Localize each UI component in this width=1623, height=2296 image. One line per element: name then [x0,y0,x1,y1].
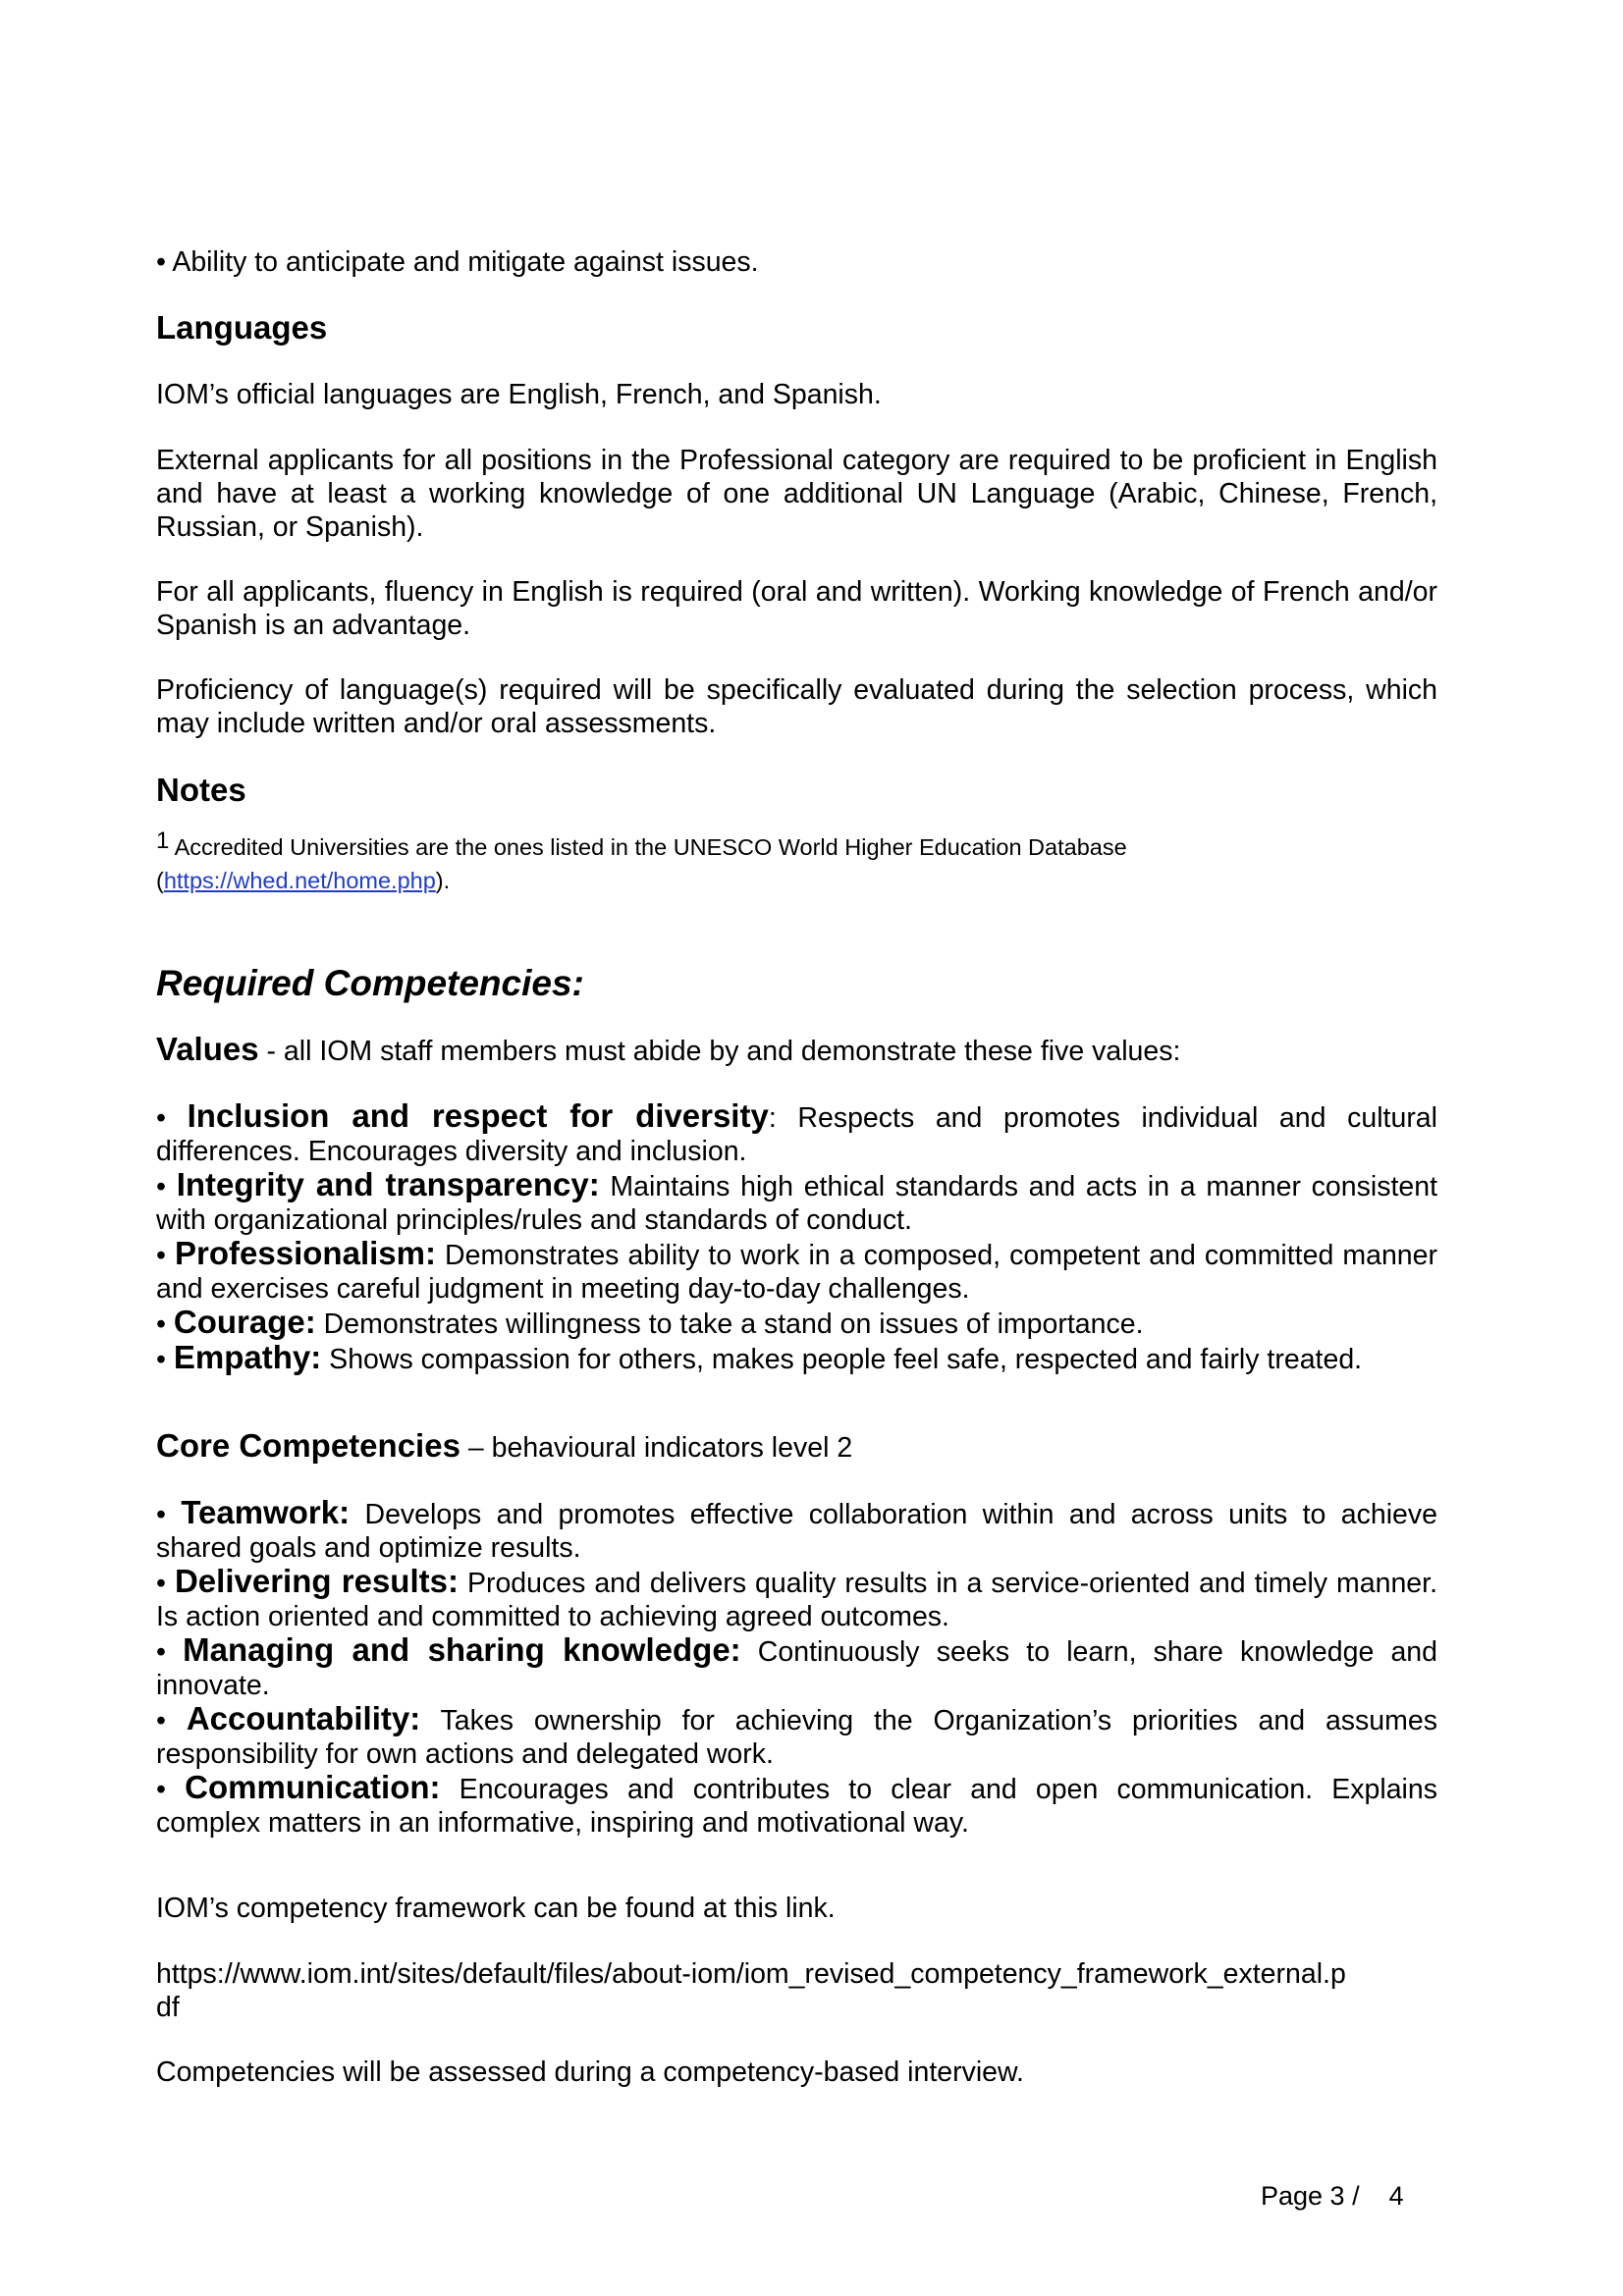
list-item: • Courage: Demonstrates willingness to take a stand on issues of importance. [156,1304,1144,1340]
intro-bullet: • Ability to anticipate and mitigate against issues. [156,246,759,278]
values-intro [156,1033,1437,1068]
list-item: • Inclusion and respect for diversity: Respects and promotes individual and cultural differences. Encourages diversity and inclusion. [156,1097,1437,1167]
languages-paragraph-1: IOM’s official languages are English, French, and Spanish. [156,379,882,410]
footnote-number: 1 [156,828,170,854]
list-item: • Delivering results: Produces and delivers quality results in a service-oriented and timely manner. Is action oriented and committed to achieving agreed outcomes. [156,1563,1437,1632]
list-item: • Professionalism: Demonstrates ability to work in a composed, competent and committed manner and exercises careful judgment in meeting day-to-day challenges. [156,1235,1437,1305]
framework-url-line-2[interactable]: df [156,1992,180,2023]
core-title: Core Competencies [156,1427,460,1464]
core-term: Teamwork: [181,1494,351,1530]
whed-link[interactable]: https://whed.net/home.php [163,868,436,893]
core-desc: Continuously seeks to learn, share knowledge and innovate. [156,1636,1437,1701]
list-item: • Managing and sharing knowledge: Continuously seeks to learn, share knowledge and innovate. [156,1631,1437,1701]
value-term: Inclusion and respect for diversity [187,1097,769,1134]
required-competencies-heading: Required Competencies: [156,963,584,1003]
value-term: Integrity and transparency: [176,1166,600,1202]
core-desc: Develops and promotes effective collaboration within and across units to achieve shared goals and optimize results. [156,1499,1437,1564]
core-term: Accountability: [186,1700,421,1736]
core-intro-text: – behavioural indicators level 2 [460,1432,853,1464]
value-desc: Demonstrates ability to work in a composed, competent and committed manner and exercises careful judgment in meeting day-to-day challenges. [156,1240,1437,1305]
footnote-text: Accredited Universities are the ones listed in the UNESCO World Higher Education Database [169,834,1127,860]
languages-heading: Languages [156,309,328,346]
footnote [156,830,1437,897]
assessment-paragraph: Competencies will be assessed during a competency-based interview. [156,2056,1024,2088]
framework-paragraph: IOM’s competency framework can be found at this link. [156,1893,836,1924]
list-item: • Teamwork: Develops and promotes effective collaboration within and across units to achieve shared goals and optimize results. [156,1494,1437,1564]
close-paren: ). [435,868,451,893]
framework-url[interactable] [156,1957,1437,2024]
notes-heading: Notes [156,772,246,808]
core-term: Managing and sharing knowledge: [183,1631,741,1668]
list-item: • Empathy: Shows compassion for others, makes people feel safe, respected and fairly treated. [156,1339,1363,1375]
languages-paragraph-2: External applicants for all positions in the Professional category are required to be proficient in English and have at least a working knowledge of one additional UN Language (Arabic, Chinese, French, Russian, or Spanish). [156,445,1437,543]
open-paren: ( [156,868,164,893]
value-desc: Maintains high ethical standards and acts in a manner consistent with organizational principles/rules and standards of conduct. [156,1171,1437,1236]
core-intro [156,1429,1437,1465]
value-desc: Shows compassion for others, makes people feel safe, respected and fairly treated. [321,1344,1363,1375]
languages-paragraph-3: For all applicants, fluency in English is required (oral and written). Working knowledge of French and/or Spanish is an advantage. [156,576,1437,641]
core-list [156,1496,1437,1840]
framework-url-line-1[interactable]: https://www.iom.int/sites/default/files/about-iom/iom_revised_competency_framework_external.p [156,1958,1346,1990]
core-term: Delivering results: [174,1563,459,1599]
value-desc: Respects and promotes individual and cultural differences. Encourages diversity and inclusion. [156,1102,1437,1167]
core-desc: Encourages and contributes to clear and open communication. Explains complex matters in an informative, inspiring and motivational way. [156,1774,1437,1839]
value-term: Empathy: [173,1339,322,1375]
value-term: Professionalism: [175,1235,436,1271]
languages-paragraph-4: Proficiency of language(s) required will be specifically evaluated during the selection process, which may include written and/or oral assessments. [156,674,1437,739]
core-desc: Takes ownership for achieving the Organization’s priorities and assumes responsibility for own actions and delegated work. [156,1705,1437,1770]
values-intro-text: - all IOM staff members must abide by and demonstrate these five values: [258,1036,1181,1067]
values-list [156,1099,1437,1376]
list-item: • Communication: Encourages and contributes to clear and open communication. Explains complex matters in an informative, inspiring and motivational way. [156,1769,1437,1839]
value-desc: Demonstrates willingness to take a stand on issues of importance. [315,1308,1144,1340]
list-item: • Integrity and transparency: Maintains high ethical standards and acts in a manner consistent with organizational principles/rules and standards of conduct. [156,1166,1437,1236]
page-total: 4 [1388,2181,1404,2211]
values-title: Values [156,1031,259,1067]
core-desc: Produces and delivers quality results in a service-oriented and timely manner. Is action oriented and committed to achieving agreed outcomes. [156,1568,1437,1632]
value-term: Courage: [173,1304,316,1340]
list-item: • Accountability: Takes ownership for achieving the Organization’s priorities and assumes responsibility for own actions and delegated work. [156,1700,1437,1770]
page-label: Page 3 / [1261,2181,1360,2211]
page-number [1261,2181,1404,2212]
core-term: Communication: [185,1769,441,1805]
